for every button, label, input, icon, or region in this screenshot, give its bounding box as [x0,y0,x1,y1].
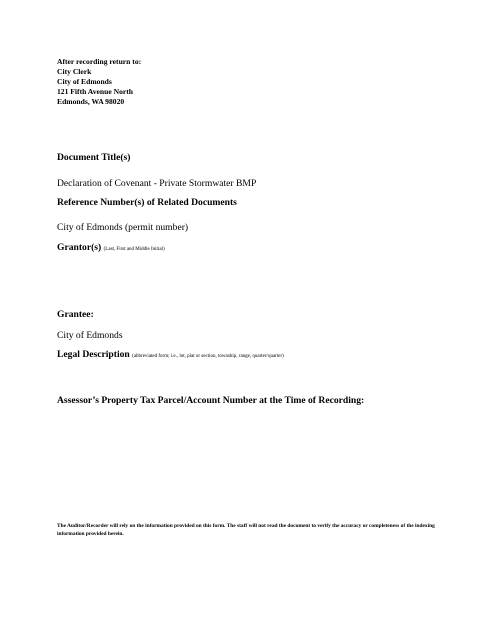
auditor-disclaimer: The Auditor/Recorder will rely on the information provided on this form. The staff will not read the document to verify the accuracy or completeness of the indexing information provided herein. [57,523,435,537]
legal-description-note: (abbreviated form; i.e., lot, plat or section, township, range, quarter/quarter) [132,354,284,359]
document-title-heading: Document Title(s) [57,152,131,163]
grantor-heading [57,242,165,256]
return-line-recipient: City Clerk [57,67,92,76]
grantor-note: (Last, First and Middle Initial) [103,247,165,252]
return-line-city: Edmonds, WA 98020 [57,97,125,106]
return-line-street: 121 Fifth Avenue North [57,87,134,96]
parcel-number-heading: Assessor’s Property Tax Parcel/Account Number at the Time of Recording: [57,395,365,406]
return-line-organization: City of Edmonds [57,77,112,86]
document-title-value: Declaration of Covenant - Private Stormwater BMP [57,178,257,189]
grantee-value: City of Edmonds [57,330,123,341]
reference-numbers-heading: Reference Number(s) of Related Documents [57,197,237,208]
legal-description-heading [57,349,284,363]
reference-numbers-value: City of Edmonds (permit number) [57,222,189,233]
return-label: After recording return to: [57,57,142,66]
grantor-label: Grantor(s) [57,242,102,253]
grantee-heading: Grantee: [57,309,94,320]
legal-description-label: Legal Description [57,349,130,360]
return-address-block [57,57,141,107]
